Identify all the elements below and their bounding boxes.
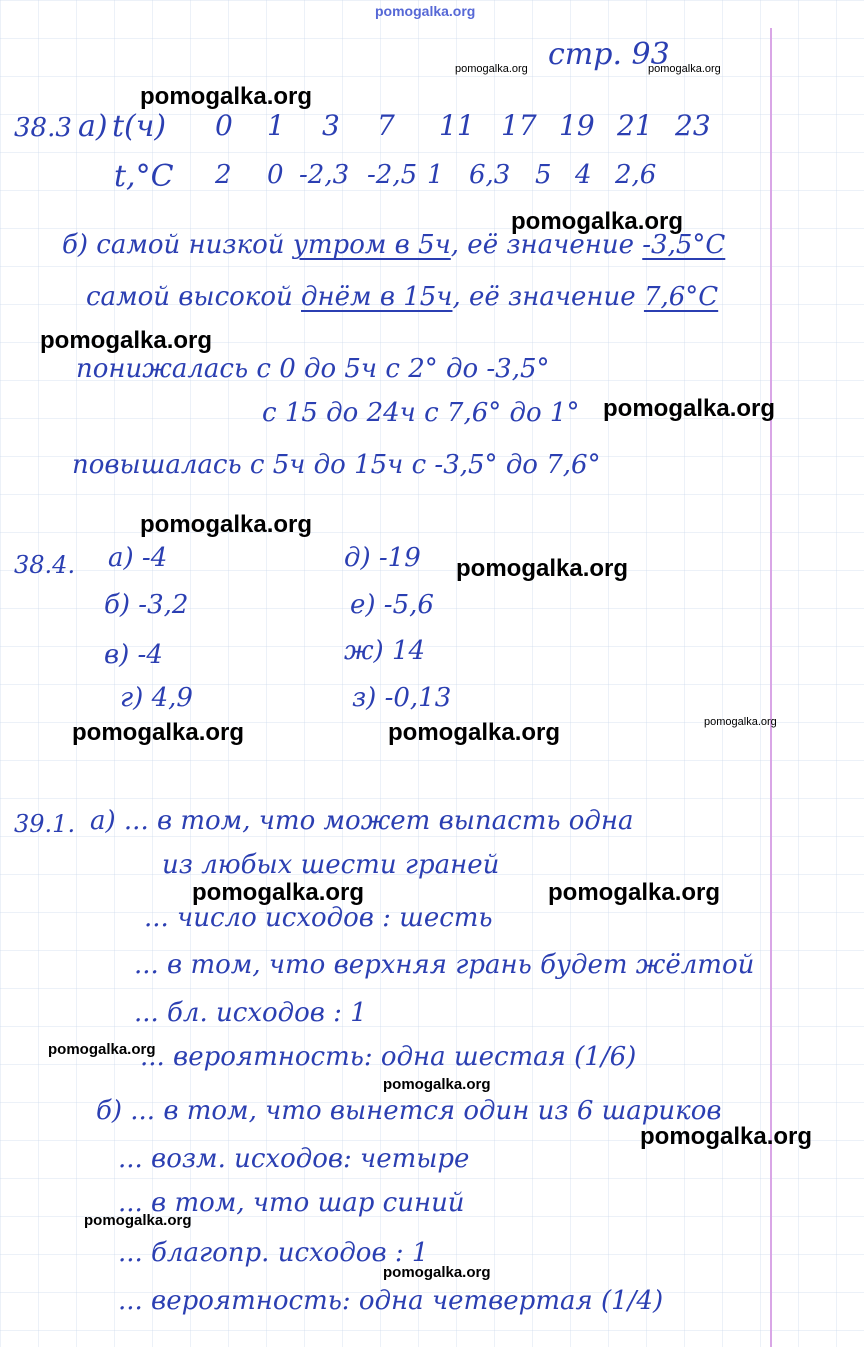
table-cell: 17 — [501, 109, 537, 142]
watermark: pomogalka.org — [603, 395, 776, 422]
watermark: pomogalka.org — [140, 83, 313, 110]
answer-item: б) -3,2 — [104, 590, 189, 620]
watermark: pomogalka.org — [383, 1264, 491, 1281]
table-cell: -2,5 — [367, 160, 418, 190]
increase-line: повышалась с 5ч до 15ч с -3,5° до 7,6° — [72, 450, 601, 480]
watermark: pomogalka.org — [640, 1123, 813, 1150]
page-label: стр. 93 — [548, 37, 670, 72]
answer-b-line: ... вероятность: одна четвертая (1/4) — [118, 1286, 664, 1316]
watermark: pomogalka.org — [48, 1041, 156, 1058]
decrease-line1: понижалась с 0 до 5ч с 2° до -3,5° — [76, 354, 550, 384]
table-row1-values — [215, 109, 725, 142]
watermark: pomogalka.org — [40, 327, 213, 354]
answer-a-line: из любых шести граней — [162, 850, 500, 880]
answer-a-line: ... в том, что верхняя грань будет жёлтой — [134, 950, 755, 980]
table-cell: 6,3 — [469, 160, 511, 190]
table-cell: 4 — [575, 160, 592, 190]
watermark: pomogalka.org — [456, 555, 629, 582]
answer-b-line2-value: 7,6°С — [643, 282, 719, 312]
answer-b-line2-mid: , её значение — [452, 282, 636, 312]
watermark: pomogalka.org — [511, 208, 684, 235]
table-cell: 23 — [675, 109, 711, 142]
answer-b-line: ... в том, что шар синий — [118, 1188, 465, 1218]
answer-item: а) -4 — [108, 543, 168, 573]
table-row2-values — [215, 162, 665, 188]
answer-a-line: ... бл. исходов : 1 — [134, 998, 367, 1028]
table-cell: 2,6 — [615, 160, 657, 190]
answer-b-line1 — [62, 232, 725, 258]
answer-b-line: ... благопр. исходов : 1 — [118, 1238, 429, 1268]
answer-a-line: а) ... в том, что может выпасть одна — [90, 806, 634, 836]
answer-item: в) -4 — [104, 640, 163, 670]
table-cell: 7 — [377, 109, 395, 142]
watermark: pomogalka.org — [548, 879, 721, 906]
table-cell: 11 — [439, 109, 475, 142]
watermark: pomogalka.org — [455, 63, 528, 75]
table-row2-label: t,°C — [114, 159, 174, 194]
answer-b-line1-mid: , её значение — [450, 230, 634, 260]
task-38-3-part-a: а) — [78, 109, 108, 144]
watermark: pomogalka.org — [388, 719, 561, 746]
answer-b-line: б) ... в том, что вынется один из 6 шариков — [96, 1096, 722, 1126]
answer-item: д) -19 — [344, 543, 421, 573]
task-39-1-number: 39.1. — [14, 810, 76, 838]
table-cell: 21 — [617, 109, 653, 142]
answer-item: з) -0,13 — [352, 683, 452, 713]
table-row1-label: t(ч) — [112, 109, 167, 144]
table-cell: 5 — [535, 160, 552, 190]
watermark: pomogalka.org — [704, 716, 777, 728]
answer-b-line2-time: днём в 15ч — [301, 282, 453, 312]
answer-a-line: ... число исходов : шесть — [144, 903, 493, 933]
table-cell: 1 — [267, 109, 285, 142]
table-cell: 1 — [427, 160, 444, 190]
watermark: pomogalka.org — [383, 1076, 491, 1093]
answer-b-line1-value: -3,5°С — [642, 230, 726, 260]
answer-item: е) -5,6 — [350, 590, 434, 620]
site-watermark-top: pomogalka.org — [375, 3, 476, 19]
watermark: pomogalka.org — [140, 511, 313, 538]
decrease-line2: с 15 до 24ч с 7,6° до 1° — [262, 398, 580, 428]
table-cell: 0 — [215, 109, 233, 142]
watermark: pomogalka.org — [648, 63, 721, 75]
answer-b-line: ... возм. исходов: четыре — [118, 1144, 470, 1174]
task-38-4-number: 38.4. — [14, 551, 76, 579]
answer-b-line1-pre: б) самой низкой — [62, 230, 285, 260]
watermark: pomogalka.org — [192, 879, 365, 906]
watermark: pomogalka.org — [84, 1212, 192, 1229]
table-cell: 3 — [322, 109, 340, 142]
answer-item: г) 4,9 — [120, 683, 193, 713]
answer-item: ж) 14 — [344, 636, 426, 666]
table-cell: -2,3 — [299, 160, 350, 190]
task-38-3-number: 38.3 — [14, 113, 72, 143]
table-cell: 19 — [559, 109, 595, 142]
answer-a-line: ... вероятность: одна шестая (1/6) — [140, 1042, 637, 1072]
answer-b-line2 — [86, 284, 718, 310]
answer-b-line2-pre: самой высокой — [86, 282, 293, 312]
watermark: pomogalka.org — [72, 719, 245, 746]
table-cell: 0 — [267, 160, 284, 190]
table-cell: 2 — [215, 160, 232, 190]
answer-b-line1-time: утром в 5ч — [292, 230, 451, 260]
